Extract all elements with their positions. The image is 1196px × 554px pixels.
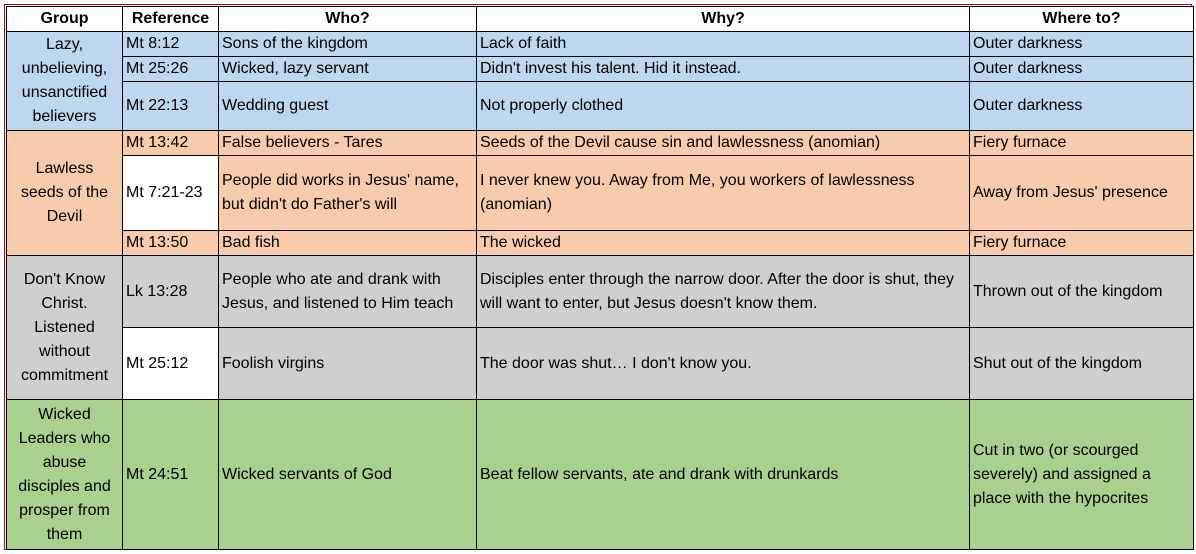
group-label-line: unbelieving, [21, 60, 108, 77]
why-cell[interactable]: Didn't invest his talent. Hid it instead. [477, 57, 970, 82]
why-cell[interactable]: The wicked [477, 231, 970, 256]
group-cell-dont-know-christ[interactable] [7, 256, 123, 400]
group-label-line: seeds of the [20, 184, 109, 201]
group-label-line: believers [32, 108, 97, 125]
group-cell-lazy[interactable] [7, 32, 123, 131]
group-label-line: without [39, 342, 90, 360]
table-row [7, 231, 1194, 256]
why-cell[interactable]: Not properly clothed [477, 82, 970, 131]
where-cell[interactable]: Outer darkness [970, 82, 1194, 131]
why-cell[interactable]: Disciples enter through the narrow door. After the door is shut, they will want to enter, but Jesus doesn't know them. [477, 256, 970, 328]
group-label-line: unsanctified [21, 84, 108, 101]
group-label-line: Lazy, [45, 36, 84, 53]
group-label-line: Lawless [35, 160, 94, 177]
reference-cell[interactable]: Mt 13:42 [123, 131, 219, 156]
header-why[interactable]: Why? [477, 7, 970, 32]
table-row [7, 156, 1194, 231]
group-label-line: Devil [46, 208, 83, 225]
group-label-line: Christ. [41, 294, 88, 312]
where-cell[interactable]: Thrown out of the kingdom [970, 256, 1194, 328]
who-cell[interactable]: People who ate and drank with Jesus, and listened to Him teach [219, 256, 477, 328]
who-cell[interactable]: False believers - Tares [219, 131, 477, 156]
who-cell[interactable]: Wicked, lazy servant [219, 57, 477, 82]
reference-cell[interactable]: Mt 13:50 [123, 231, 219, 256]
group-cell-wicked-leaders[interactable] [7, 400, 123, 550]
group-label-line: commitment [20, 366, 109, 384]
header-who[interactable]: Who? [219, 7, 477, 32]
group-label-line: Don't Know [23, 270, 106, 288]
header-reference[interactable]: Reference [123, 7, 219, 32]
group-label-line: prosper from [19, 501, 110, 519]
why-cell[interactable]: Beat fellow servants, ate and drank with drunkards [477, 400, 970, 550]
where-cell[interactable]: Outer darkness [970, 57, 1194, 82]
where-cell[interactable]: Cut in two (or scourged severely) and assigned a place with the hypocrites [970, 400, 1194, 550]
why-cell[interactable]: The door was shut… I don't know you. [477, 328, 970, 400]
reference-cell[interactable]: Mt 8:12 [123, 32, 219, 57]
where-cell[interactable]: Away from Jesus' presence [970, 156, 1194, 231]
table-row [7, 328, 1194, 400]
table-row [7, 32, 1194, 57]
reference-cell[interactable]: Mt 25:26 [123, 57, 219, 82]
group-label-line: Leaders who [18, 429, 111, 447]
reference-cell[interactable]: Lk 13:28 [123, 256, 219, 328]
where-cell[interactable]: Fiery furnace [970, 231, 1194, 256]
group-label-line: Listened [34, 318, 95, 336]
why-cell[interactable]: I never knew you. Away from Me, you workers of lawlessness (anomian) [477, 156, 970, 231]
comparison-table [6, 6, 1194, 550]
why-cell[interactable]: Lack of faith [477, 32, 970, 57]
where-cell[interactable]: Shut out of the kingdom [970, 328, 1194, 400]
table-row [7, 57, 1194, 82]
who-cell[interactable]: Wicked servants of God [219, 400, 477, 550]
table-row [7, 82, 1194, 131]
group-cell-lawless[interactable] [7, 131, 123, 256]
why-cell[interactable]: Seeds of the Devil cause sin and lawlessness (anomian) [477, 131, 970, 156]
where-cell[interactable]: Outer darkness [970, 32, 1194, 57]
table-row [7, 131, 1194, 156]
group-label-line: them [46, 525, 83, 543]
reference-cell[interactable]: Mt 24:51 [123, 400, 219, 550]
reference-cell[interactable]: Mt 25:12 [123, 328, 219, 400]
group-label-line: disciples and [18, 477, 111, 495]
spreadsheet [4, 4, 1192, 550]
who-cell[interactable]: Bad fish [219, 231, 477, 256]
header-group[interactable]: Group [7, 7, 123, 32]
reference-cell[interactable]: Mt 22:13 [123, 82, 219, 131]
who-cell[interactable]: Foolish virgins [219, 328, 477, 400]
reference-cell[interactable]: Mt 7:21-23 [123, 156, 219, 231]
group-label-line: abuse [42, 453, 87, 471]
who-cell[interactable]: Sons of the kingdom [219, 32, 477, 57]
table-row [7, 400, 1194, 550]
group-label-line: Wicked [38, 405, 91, 423]
table-row [7, 256, 1194, 328]
where-cell[interactable]: Fiery furnace [970, 131, 1194, 156]
header-where[interactable]: Where to? [970, 7, 1194, 32]
who-cell[interactable]: People did works in Jesus' name, but didn't do Father's will [219, 156, 477, 231]
who-cell[interactable]: Wedding guest [219, 82, 477, 131]
header-row [7, 7, 1194, 32]
